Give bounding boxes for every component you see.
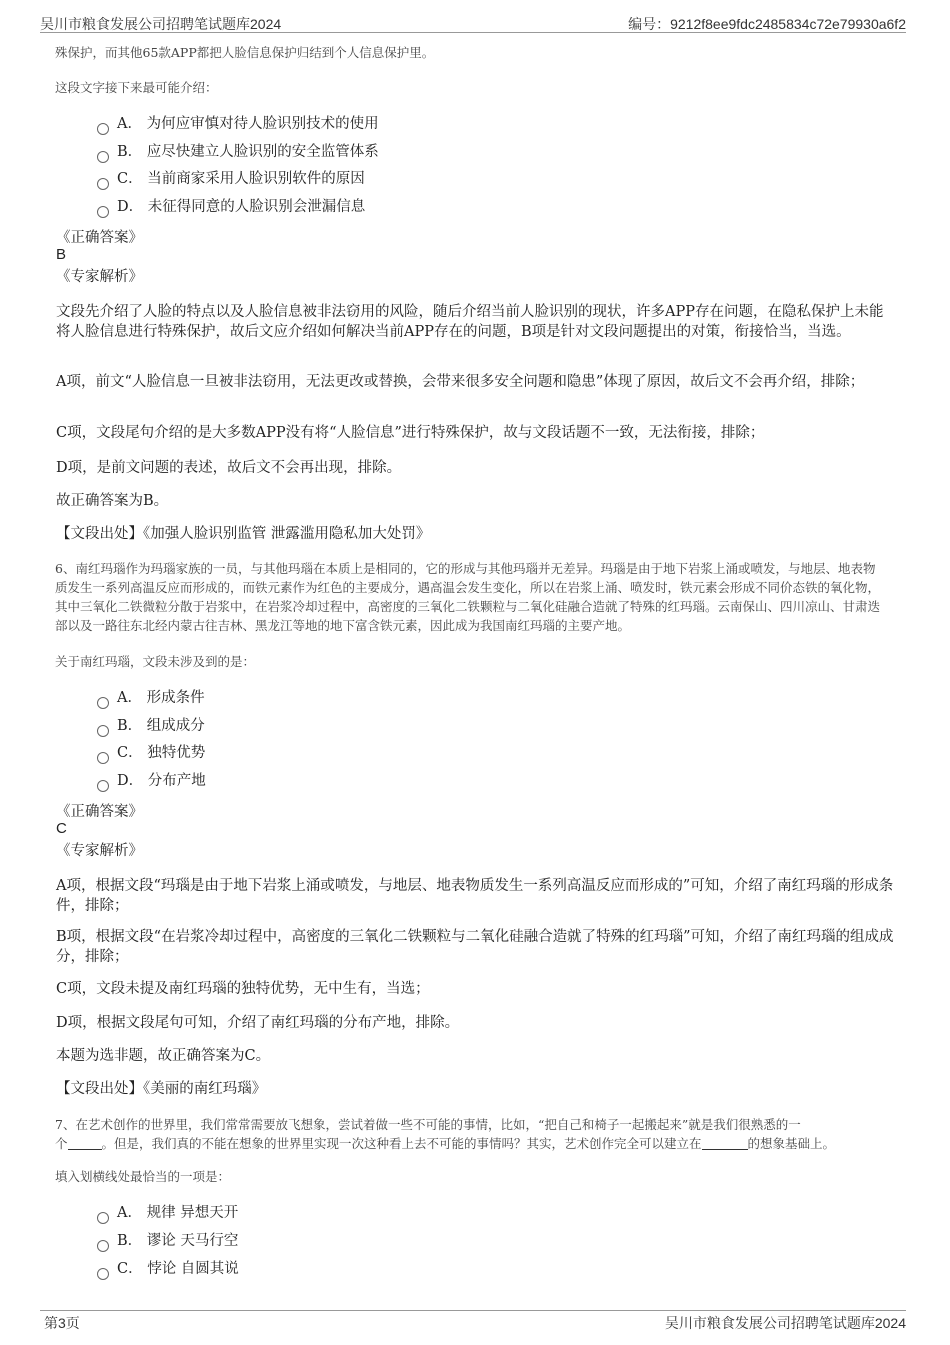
header-doc-id: 编号：9212f8ee9fdc2485834c72e79930a6f2 <box>628 16 906 32</box>
q6-prompt: 关于南红玛瑙，文段未涉及到的是： <box>55 654 256 669</box>
radio-icon[interactable] <box>97 123 109 135</box>
radio-icon[interactable] <box>97 1240 109 1252</box>
radio-icon[interactable] <box>97 752 109 764</box>
radio-icon[interactable] <box>97 178 109 190</box>
q5-option-d[interactable]: D． 未征得同意的人脸识别会泄漏信息 <box>97 195 365 219</box>
header-divider <box>40 32 906 33</box>
q7-option-c[interactable]: C． 悖论 自圆其说 <box>97 1257 239 1281</box>
footer-title: 吴川市粮食发展公司招聘笔试题库2024 <box>664 1315 906 1331</box>
q5-stem-tail: 殊保护，而其他65款APP都把人脸信息保护归结到个人信息保护里。 <box>55 45 435 60</box>
q5-source: 【文段出处】《加强人脸识别监管 泄露滥用隐私加大处罚》 <box>56 526 431 542</box>
q6-option-d[interactable]: D． 分布产地 <box>97 769 206 793</box>
q6-analysis-para: B项，根据文段“在岩浆冷却过程中，高密度的三氧化二铁颗粒与二氧化硅融合造就了特殊的红玛瑙”可知，介绍了南红玛瑙的组成成分，排除； <box>56 929 894 965</box>
q6-analysis-para: A项，根据文段“玛瑙是由于地下岩浆上涌或喷发，与地层、地表物质发生一系列高温反应而形成的”可知，介绍了南红玛瑙的形成条件，排除； <box>56 878 894 914</box>
radio-icon[interactable] <box>97 780 109 792</box>
q5-option-a[interactable]: A． 为何应审慎对待人脸识别技术的使用 <box>97 112 379 136</box>
q5-option-c[interactable]: C． 当前商家采用人脸识别软件的原因 <box>97 167 365 191</box>
radio-icon[interactable] <box>97 1212 109 1224</box>
radio-icon[interactable] <box>97 725 109 737</box>
q6-option-a[interactable]: A． 形成条件 <box>97 686 205 710</box>
header-title: 吴川市粮食发展公司招聘笔试题库2024 <box>40 16 282 32</box>
q6-answer-label: 《正确答案》 <box>56 804 143 820</box>
q6-analysis-label: 《专家解析》 <box>56 843 143 859</box>
q5-prompt: 这段文字接下来最可能介绍： <box>55 80 218 95</box>
fill-blank-2[interactable] <box>702 1135 748 1150</box>
q6-analysis-para: 本题为选非题，故正确答案为C。 <box>56 1048 271 1064</box>
fill-blank-1[interactable] <box>68 1135 102 1150</box>
q5-analysis-para: 文段先介绍了人脸的特点以及人脸信息被非法窃用的风险，随后介绍当前人脸识别的现状，许多APP存在问题，在隐私保护上未能将人脸信息进行特殊保护，故后文应介绍如何解决当前APP存在的问题，B项是针对文段问题提出的对策，衔接恰当，当选。 <box>56 304 884 340</box>
q6-option-c[interactable]: C． 独特优势 <box>97 741 205 765</box>
q5-analysis-para: D项，是前文问题的表述，故后文不会再出现，排除。 <box>56 460 402 476</box>
radio-icon[interactable] <box>97 151 109 163</box>
q5-analysis-para: A项，前文“人脸信息一旦被非法窃用，无法更改或替换，会带来很多安全问题和隐患”体现了原因，故后文不会再介绍，排除； <box>56 374 865 390</box>
radio-icon[interactable] <box>97 697 109 709</box>
q5-analysis-label: 《专家解析》 <box>56 269 143 285</box>
q6-analysis-para: D项，根据文段尾句可知，介绍了南红玛瑙的分布产地，排除。 <box>56 1015 460 1031</box>
q7-option-a[interactable]: A． 规律 异想天开 <box>97 1201 238 1225</box>
q6-analysis-para: C项，文段未提及南红玛瑙的独特优势，无中生有，当选； <box>56 981 430 997</box>
q7-stem-line2: 个 。但是，我们真的不能在想象的世界里实现一次这种看上去不可能的事情吗？其实，艺术创作完全可以建立在 的想象基础上。 <box>55 1136 836 1151</box>
q6-source: 【文段出处】《美丽的南红玛瑙》 <box>56 1081 267 1097</box>
q5-analysis-para: 故正确答案为B。 <box>56 493 169 509</box>
q7-option-b[interactable]: B． 谬论 天马行空 <box>97 1229 238 1253</box>
q6-answer: C <box>56 820 67 837</box>
page-number: 第3页 <box>44 1315 80 1331</box>
radio-icon[interactable] <box>97 206 109 218</box>
q5-option-b[interactable]: B． 应尽快建立人脸识别的安全监管体系 <box>97 140 379 164</box>
q6-stem: 6、南红玛瑙作为玛瑙家族的一员，与其他玛瑙在本质上是相同的，它的形成与其他玛瑙并无差异。玛瑙是由于地下岩浆上涌或喷发，与地层、地表物质发生一系列高温反应而形成的，而铁元素作为红色的主要成分，遇高温会发生变化，所以在岩浆上涌、喷发时，铁元素会形成不同价态铁的氧化物，其中三氧化二铁微粒分散于岩浆中，在岩浆冷却过程中，高密度的三氧化二铁颗粒与二氧化硅融合造就了特殊的红玛瑙。云南保山、四川凉山、甘肃迭部以及一路往东北经内蒙古往吉林、黑龙江等地的地下富含铁元素，因此成为我国南红玛瑙的主要产地。 <box>55 561 881 633</box>
footer-divider <box>40 1310 906 1311</box>
q6-option-b[interactable]: B． 组成成分 <box>97 714 205 738</box>
q5-analysis-para: C项，文段尾句介绍的是大多数APP没有将“人脸信息”进行特殊保护，故与文段话题不一致，无法衔接，排除； <box>56 425 765 441</box>
radio-icon[interactable] <box>97 1268 109 1280</box>
q5-answer: B <box>56 246 67 263</box>
q5-answer-label: 《正确答案》 <box>56 230 143 246</box>
q7-prompt: 填入划横线处最恰当的一项是： <box>55 1169 231 1184</box>
q7-stem-line1: 7、在艺术创作的世界里，我们常常需要放飞想象，尝试着做一些不可能的事情，比如，“把自己和椅子一起搬起来”就是我们很熟悉的一 <box>55 1117 801 1132</box>
